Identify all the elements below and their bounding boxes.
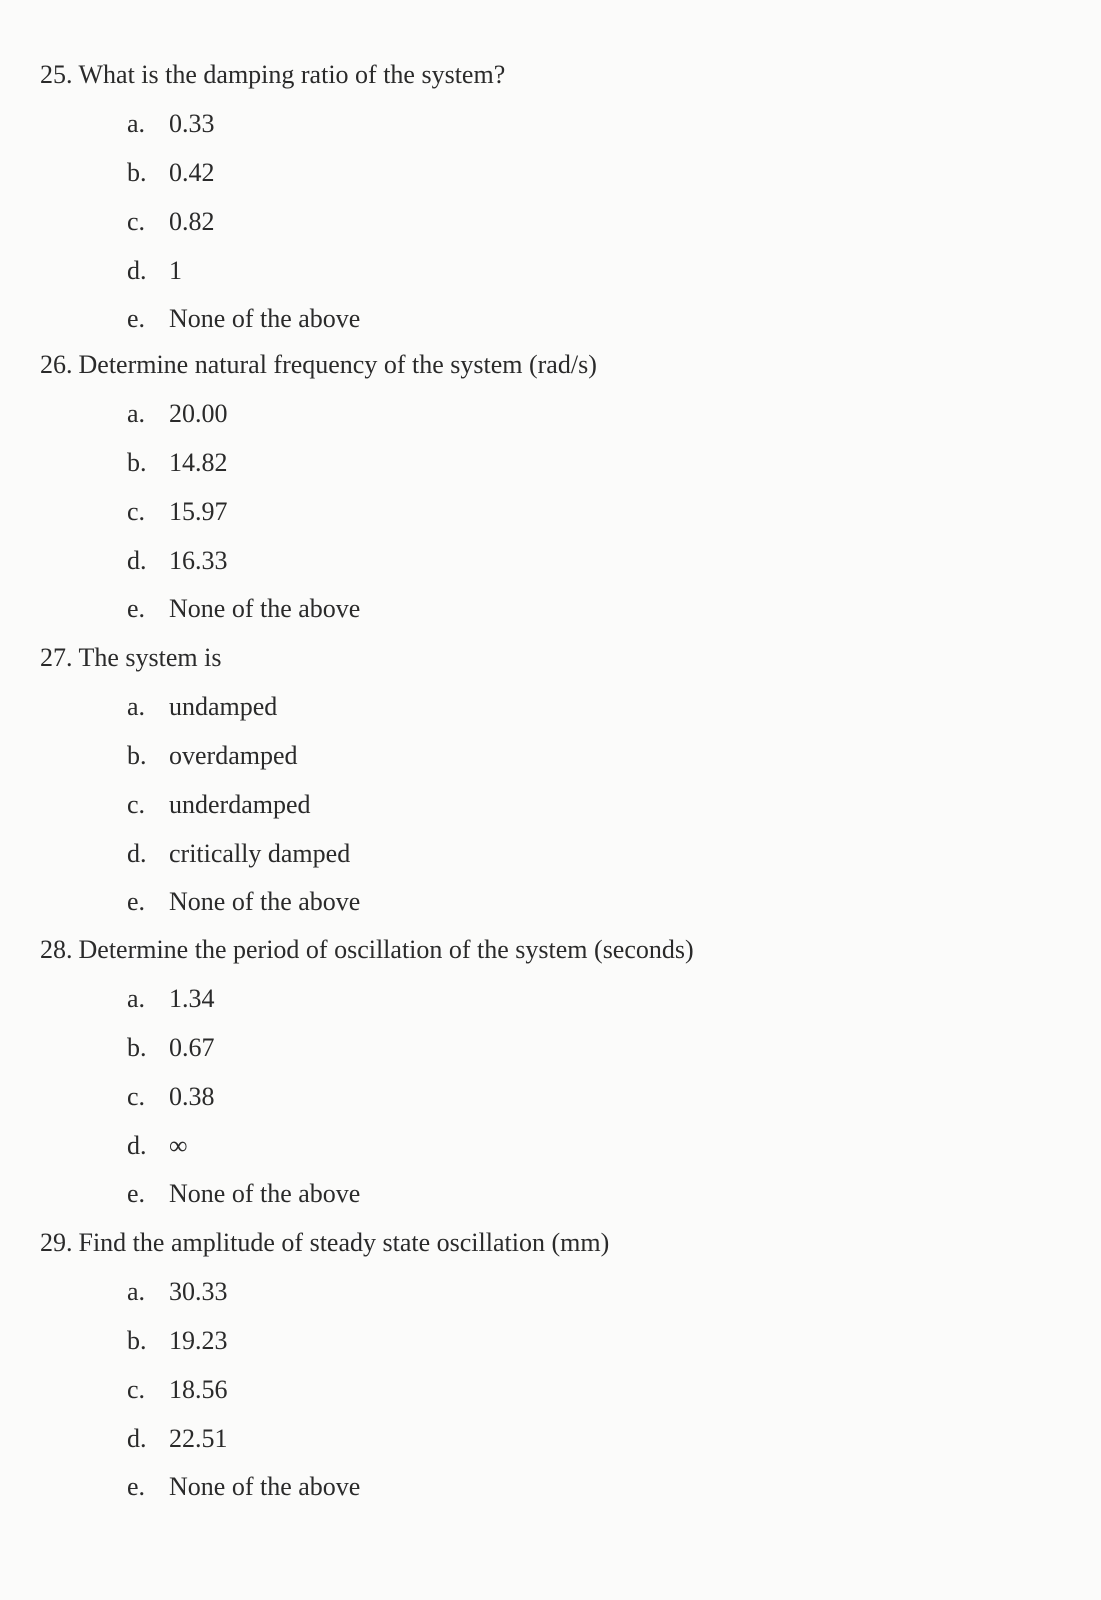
option-text: None of the above [169, 594, 361, 623]
option-text: 0.42 [169, 158, 215, 187]
option-letter: c. [127, 1082, 146, 1111]
option-text: 15.97 [169, 497, 228, 526]
option-c [127, 497, 228, 527]
question-stem [40, 1228, 609, 1258]
option-letter: c. [127, 497, 146, 526]
option-letter: a. [127, 399, 146, 428]
option-letter: a. [127, 984, 146, 1013]
option-d [127, 546, 228, 576]
option-text: overdamped [169, 741, 298, 770]
option-letter: e. [127, 304, 146, 333]
option-e [127, 594, 360, 624]
option-text: 18.56 [169, 1375, 228, 1404]
option-text: 20.00 [169, 399, 228, 428]
option-c [127, 790, 311, 820]
option-letter: a. [127, 1277, 146, 1306]
option-text: 0.82 [169, 207, 215, 236]
question-text: Determine the period of oscillation of the system (seconds) [78, 935, 694, 964]
option-letter: b. [127, 1033, 147, 1062]
option-letter: e. [127, 887, 146, 916]
option-e [127, 304, 360, 334]
option-text: 30.33 [169, 1277, 228, 1306]
option-d [127, 839, 350, 869]
option-d [127, 256, 182, 286]
option-letter: d. [127, 256, 147, 285]
option-e [127, 1179, 360, 1209]
option-a [127, 109, 215, 139]
option-letter: b. [127, 158, 147, 187]
option-e [127, 887, 360, 917]
option-d [127, 1131, 188, 1161]
option-text: undamped [169, 692, 278, 721]
option-c [127, 1375, 228, 1405]
option-letter: d. [127, 839, 147, 868]
option-a [127, 399, 228, 429]
option-text: 1.34 [169, 984, 215, 1013]
option-b [127, 1326, 228, 1356]
option-c [127, 207, 215, 237]
option-letter: b. [127, 1326, 147, 1355]
question-number: 28. [40, 935, 73, 964]
option-letter: c. [127, 790, 146, 819]
option-letter: e. [127, 1472, 146, 1501]
option-letter: b. [127, 741, 147, 770]
option-letter: e. [127, 594, 146, 623]
option-e [127, 1472, 360, 1502]
question-number: 26. [40, 350, 73, 379]
option-text: None of the above [169, 1179, 361, 1208]
option-letter: e. [127, 1179, 146, 1208]
question-stem [40, 643, 222, 673]
question-number: 29. [40, 1228, 73, 1257]
option-text: 0.38 [169, 1082, 215, 1111]
option-c [127, 1082, 215, 1112]
option-d [127, 1424, 228, 1454]
option-text: underdamped [169, 790, 311, 819]
option-b [127, 741, 298, 771]
question-stem [40, 935, 694, 965]
question-number: 25. [40, 60, 73, 89]
option-text: 1 [169, 256, 182, 285]
option-letter: a. [127, 692, 146, 721]
option-text: None of the above [169, 887, 361, 916]
option-b [127, 448, 228, 478]
option-letter: c. [127, 207, 146, 236]
option-b [127, 1033, 215, 1063]
infinity-symbol: ∞ [169, 1131, 188, 1160]
option-b [127, 158, 215, 188]
option-letter: d. [127, 1131, 147, 1160]
option-text: 0.67 [169, 1033, 215, 1062]
option-a [127, 692, 277, 722]
option-a [127, 984, 215, 1014]
option-text: 16.33 [169, 546, 228, 575]
question-stem [40, 350, 597, 380]
option-letter: a. [127, 109, 146, 138]
question-text: Determine natural frequency of the system (rad/s) [78, 350, 597, 379]
option-a [127, 1277, 228, 1307]
option-letter: b. [127, 448, 147, 477]
question-text: Find the amplitude of steady state oscillation (mm) [78, 1228, 610, 1257]
question-text: What is the damping ratio of the system? [78, 60, 506, 89]
option-letter: d. [127, 546, 147, 575]
option-letter: c. [127, 1375, 146, 1404]
option-text: critically damped [169, 839, 351, 868]
question-number: 27. [40, 643, 73, 672]
option-text: 19.23 [169, 1326, 228, 1355]
option-text: 22.51 [169, 1424, 228, 1453]
question-text: The system is [78, 643, 222, 672]
option-text: 14.82 [169, 448, 228, 477]
question-stem [40, 60, 505, 90]
option-text: None of the above [169, 304, 361, 333]
option-letter: d. [127, 1424, 147, 1453]
option-text: 0.33 [169, 109, 215, 138]
option-text: None of the above [169, 1472, 361, 1501]
